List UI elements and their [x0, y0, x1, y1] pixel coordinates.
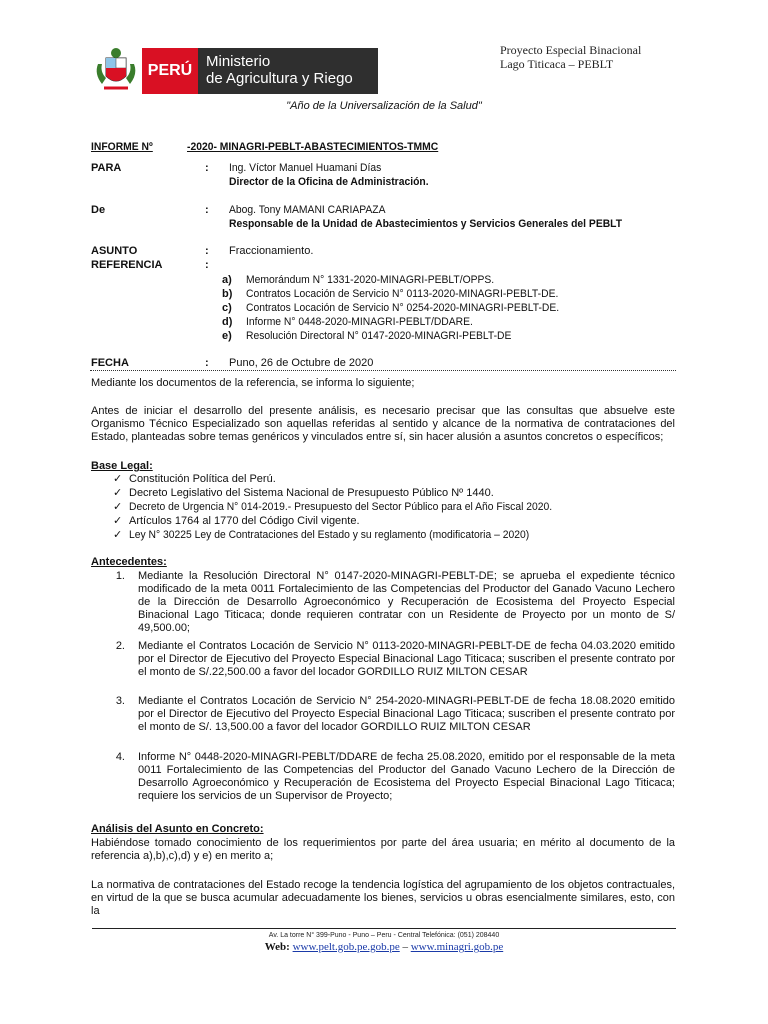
ministry-line1: Ministerio [206, 53, 271, 70]
informe-label: INFORME Nº [91, 141, 153, 153]
header-divider [90, 370, 676, 371]
web-link-pelt[interactable]: www.pelt.gob.pe.gob.pe [292, 941, 400, 953]
base-legal-title: Base Legal: [91, 460, 153, 472]
reference-letter: d) [222, 316, 233, 328]
reference-text: Resolución Directoral N° 0147-2020-MINAGRI-PEBLT-DE [246, 330, 512, 342]
de-label: De [91, 204, 106, 216]
intro-paragraph: Mediante los documentos de la referencia, se informa lo siguiente; [91, 377, 415, 389]
fecha-colon: : [205, 357, 209, 369]
checkmark-icon: ✓ [113, 501, 123, 513]
base-legal-item: Constitución Política del Perú. [129, 473, 276, 485]
base-legal-item: Artículos 1764 al 1770 del Código Civil vigente. [129, 515, 360, 527]
antecedente-text: Mediante la Resolución Directoral N° 0147-2020-MINAGRI-PEBLT-DE; se aprueba el expediente técnico modificado de la meta 0011 Fortalecimiento de las Competencias del Productor del Ganado Vacuno Lechero de la Dirección de Desarrollo Agroeconómico y Recuperación de Ecosistema del Proyecto Especial Binacional Lago Titicaca; donde requieren contratar con un Residente de Proyecto por un monto de S/ 49,500.00; [138, 570, 675, 634]
reference-letter: b) [222, 288, 233, 300]
preliminary-paragraph: Antes de iniciar el desarrollo del presente análisis, es necesario precisar que las consultas que absuelve este Organismo Técnico Especializado son aquellas referidas al sentido y alcance de la normativa de contrataciones del Estado, planteadas sobre temas genéricos y vinculados entre sí, sin hacer alusión a asuntos concretos o específicos; [91, 405, 675, 443]
referencia-label: REFERENCIA [91, 259, 163, 271]
reference-text: Contratos Locación de Servicio N° 0113-2020-MINAGRI-PEBLT-DE. [246, 288, 559, 300]
project-name [500, 43, 641, 71]
project-line1: Proyecto Especial Binacional [500, 43, 642, 57]
asunto-colon: : [205, 245, 209, 257]
reference-letter: e) [222, 330, 232, 342]
peru-brand: PERÚ [142, 48, 198, 94]
informe-number: -2020- MINAGRI-PEBLT-ABASTECIMIENTOS-TMMC [187, 141, 439, 153]
antecedentes-title: Antecedentes: [91, 556, 167, 568]
base-legal-item: Ley N° 30225 Ley de Contrataciones del Estado y su reglamento (modificatoria – 2020) [129, 529, 530, 541]
antecedente-number: 3. [115, 695, 125, 707]
antecedente-number: 2. [115, 640, 125, 652]
footer-web [0, 941, 768, 953]
de-name: Abog. Tony MAMANI CARIAPAZA [229, 204, 386, 216]
reference-letter: a) [222, 274, 232, 286]
de-colon: : [205, 204, 209, 216]
asunto-label: ASUNTO [91, 245, 138, 257]
para-name: Ing. Víctor Manuel Huamani Días [229, 162, 382, 174]
web-label: Web: [264, 941, 290, 953]
base-legal-item: Decreto de Urgencia N° 014-2019.- Presupuesto del Sector Público para el Año Fiscal 2020. [129, 501, 553, 513]
project-line2: Lago Titicaca – PEBLT [500, 57, 614, 71]
antecedente-text: Mediante el Contratos Locación de Servicio N° 254-2020-MINAGRI-PEBLT-DE de fecha 18.08.2020 emitido por el Director de Ejecutivo del Proyecto Especial Binacional Lago Titicaca; suscriben el presente contrato por el monto de S/. 13,500.00 a favor del locador GORDILLO RUIZ MILTON CESAR [138, 695, 675, 733]
para-role: Director de la Oficina de Administración. [229, 176, 429, 188]
base-legal-item: Decreto Legislativo del Sistema Nacional de Presupuesto Público Nº 1440. [129, 487, 494, 499]
ministry-line2: de Agricultura y Riego [206, 70, 353, 87]
fecha-label: FECHA [91, 357, 129, 369]
checkmark-icon: ✓ [113, 487, 123, 499]
checkmark-icon: ✓ [113, 473, 123, 485]
fecha-value: Puno, 26 de Octubre de 2020 [229, 357, 374, 369]
antecedente-number: 1. [115, 570, 125, 582]
checkmark-icon: ✓ [113, 515, 123, 527]
asunto-value: Fraccionamiento. [229, 245, 314, 257]
footer-address: Av. La torre N° 399-Puno - Puno – Peru - Central Telefónica: (051) 208440 [268, 932, 500, 939]
analisis-title: Análisis del Asunto en Concreto: [91, 823, 264, 835]
web-link-minagri[interactable]: www.minagri.gob.pe [410, 941, 504, 953]
normativa-paragraph: La normativa de contrataciones del Estado recoge la tendencia logística del agrupamiento de los objetos contractuales, en virtud de la que se busca acumular adecuadamente los bienes, servicios u obras esencialmente similares, esto, con la [91, 879, 675, 917]
year-motto: "Año de la Universalización de la Salud" [286, 100, 482, 112]
reference-text: Memorándum N° 1331-2020-MINAGRI-PEBLT/OPPS. [246, 274, 495, 286]
para-colon: : [205, 162, 209, 174]
checkmark-icon: ✓ [113, 529, 123, 541]
referencia-colon: : [205, 259, 209, 271]
reference-letter: c) [222, 302, 232, 314]
coat-of-arms-logo [94, 44, 138, 94]
reference-text: Contratos Locación de Servicio N° 0254-2020-MINAGRI-PEBLT-DE. [246, 302, 560, 314]
antecedente-text: Informe N° 0448-2020-MINAGRI-PEBLT/DDARE de fecha 25.08.2020, emitido por el responsable de la meta 0011 Fortalecimiento de las Competencias del Productor del Ganado Vacuno Lechero de la Dirección de Desarrollo Agroeconómico y Recuperación de Ecosistema del Proyecto Especial Binacional Lago Titicaca; requiere los servicios de un Supervisor de Proyecto; [138, 751, 675, 802]
ministry-brand [198, 48, 378, 94]
de-role: Responsable de la Unidad de Abastecimientos y Servicios Generales del PEBLT [229, 218, 623, 230]
antecedente-number: 4. [115, 751, 125, 763]
antecedente-text: Mediante el Contratos Locación de Servicio N° 0113-2020-MINAGRI-PEBLT-DE de fecha 04.03.2020 emitido por el Director de Ejecutivo del Proyecto Especial Binacional Lago Titicaca; suscriben el presente contrato por el monto de S/.22,500.00 a favor del locador GORDILLO RUIZ MILTON CESAR [138, 640, 675, 678]
para-label: PARA [91, 162, 122, 174]
footer-divider [92, 928, 676, 929]
web-separator: – [402, 941, 408, 953]
reference-text: Informe N° 0448-2020-MINAGRI-PEBLT/DDARE. [246, 316, 473, 328]
analysis-paragraph: Habiéndose tomado conocimiento de los requerimientos por parte del área usuaria; en mérito al documento de la referencia a),b),c),d) y e) en merito a; [91, 837, 675, 862]
